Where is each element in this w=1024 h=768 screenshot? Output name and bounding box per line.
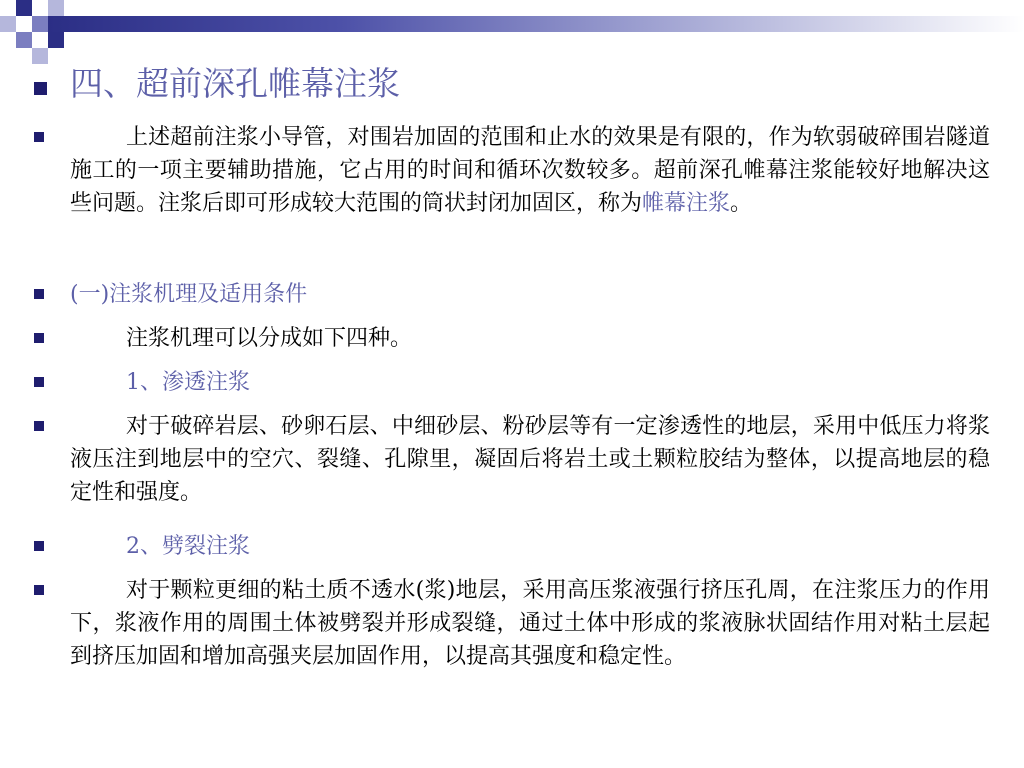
bullet-icon xyxy=(34,132,44,142)
paragraph-text: 对于破碎岩层、砂卵石层、中细砂层、粉砂层等有一定渗透性的地层，采用中低压力将浆液压注到地层中的空穴、裂缝、孔隙里，凝固后将岩土或土颗粒胶结为整体，以提高地层的稳定性和强度。 xyxy=(70,414,990,505)
paragraph-end: 。 xyxy=(730,191,753,216)
bullet-icon xyxy=(34,541,44,551)
paragraph-text: 对于颗粒更细的粘土质不透水(浆)地层，采用高压浆液强行挤压孔周，在注浆压力的作用下，浆液作用的周围土体被劈裂并形成裂缝，通过土体中形成的浆液脉状固结作用对粘土层起到挤压加固和增加高强夹层加固作用，以提高其强度和稳定性。 xyxy=(70,578,990,669)
bullet-icon xyxy=(34,289,44,299)
paragraph-body: 上述超前注浆小导管，对围岩加固的范围和止水的效果是有限的，作为软弱破碎围岩隧道施工的一项主要辅助措施，它占用的时间和循环次数较多。超前深孔帷幕注浆能较好地解决这些问题。注浆后即可形成较大范围的筒状封闭加固区，称为 xyxy=(70,125,990,216)
bullet-icon xyxy=(34,333,44,343)
paragraph-text xyxy=(70,121,990,220)
highlight-term: 帷幕注浆 xyxy=(642,191,731,216)
bullet-icon xyxy=(34,585,44,595)
bullet-icon xyxy=(34,82,47,95)
bullet-icon xyxy=(34,421,44,431)
subheading: 1、渗透注浆 xyxy=(126,370,250,395)
section-heading: (一)注浆机理及适用条件 xyxy=(70,282,308,307)
bullet-icon xyxy=(34,377,44,387)
subheading: 2、劈裂注浆 xyxy=(126,534,250,559)
slide-title: 四、超前深孔帷幕注浆 xyxy=(70,64,400,103)
paragraph-text: 注浆机理可以分成如下四种。 xyxy=(126,326,413,351)
